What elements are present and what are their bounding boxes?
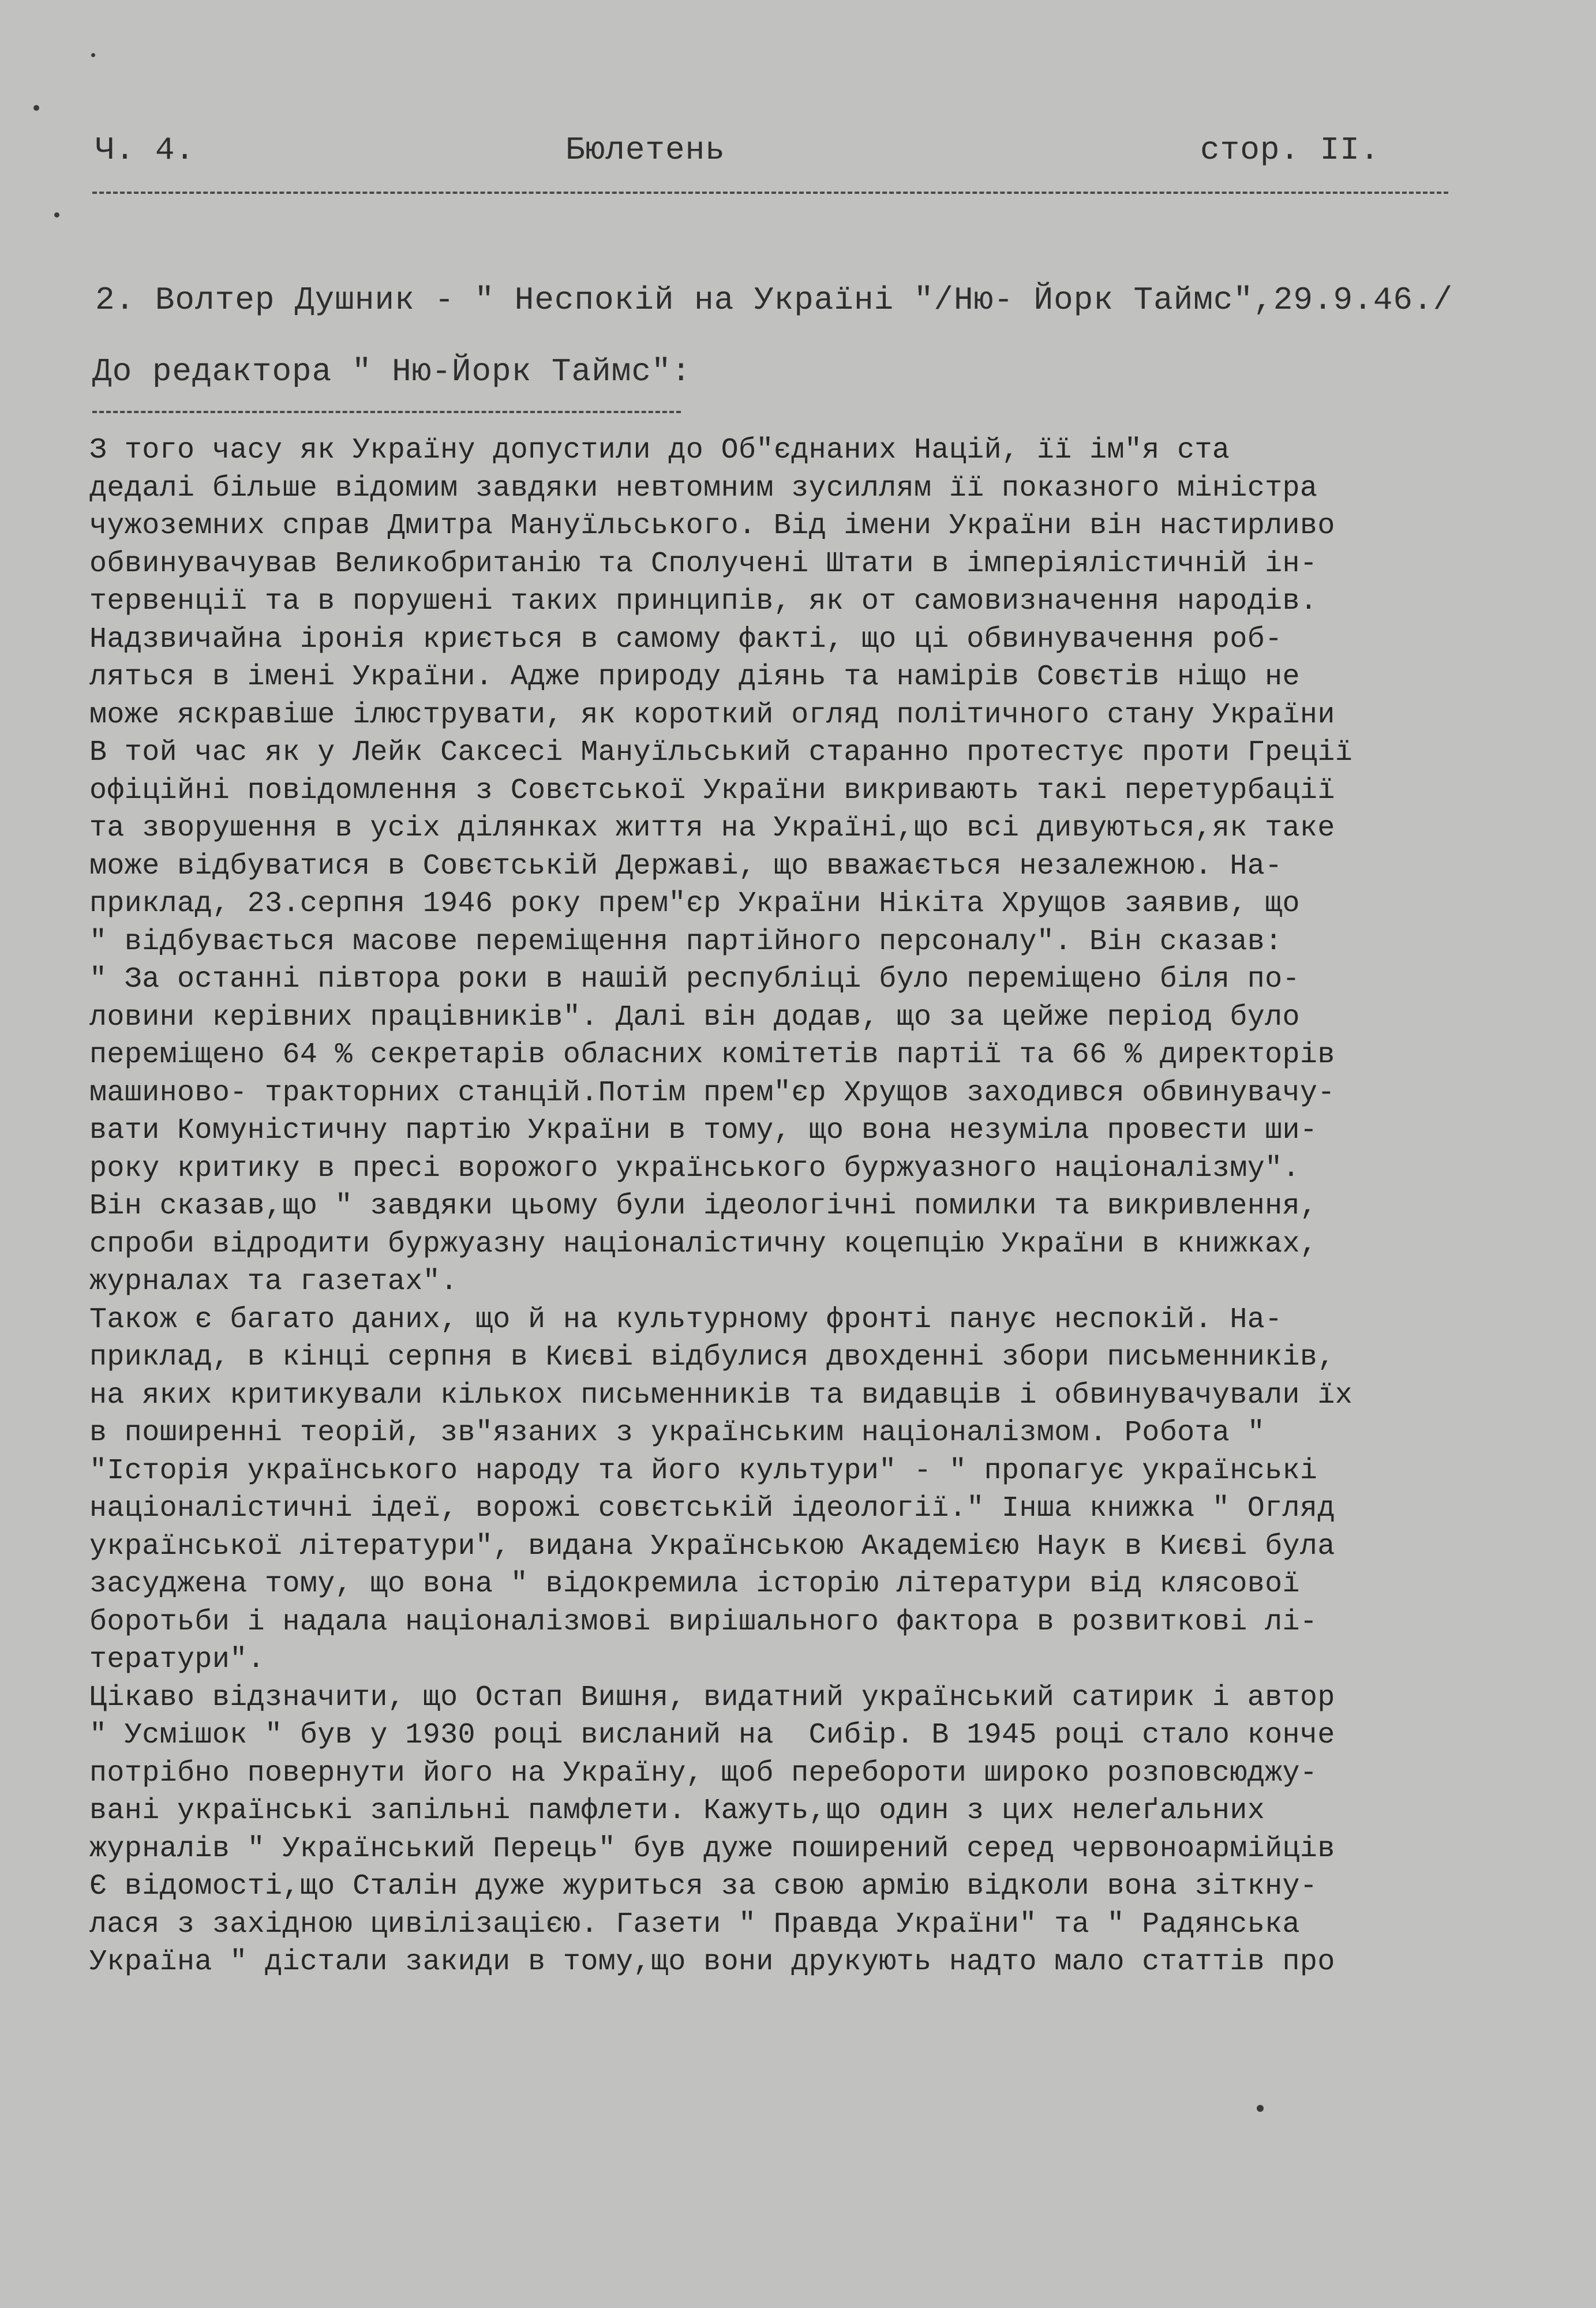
body-line: чужоземних справ Дмитра Мануїльського. Від імени України він настирливо bbox=[89, 509, 1335, 542]
paper-speck bbox=[1257, 2105, 1264, 2112]
body-line: року критику в пресі ворожого українського буржуазного націоналізму". bbox=[89, 1152, 1300, 1185]
body-line: Також є багато даних, що й на культурному фронті панує неспокій. На- bbox=[89, 1303, 1283, 1336]
body-line: може відбуватися в Совєтській Державі, що вважається незалежною. На- bbox=[89, 849, 1283, 883]
body-line: ловини керівних працівників". Далі він додав, що за цейже період було bbox=[89, 1001, 1300, 1034]
body-line: на яких критикували кількох письменників та видавців і обвинувачували їх bbox=[89, 1378, 1353, 1412]
paper-speck bbox=[91, 53, 95, 57]
body-line: ляться в імені України. Адже природу діянь та намірів Совєтів ніщо не bbox=[89, 661, 1300, 694]
body-line: та зворушення в усіх ділянках життя на Україні,що всі дивуються,як таке bbox=[89, 812, 1335, 845]
body-line: переміщено 64 % секретарів обласних комітетів партії та 66 % директорів bbox=[89, 1039, 1335, 1071]
body-line: може яскравіше ілюструвати, як короткий огляд політичного стану України bbox=[89, 698, 1335, 732]
header-divider bbox=[92, 192, 1448, 194]
body-line: дедалі більше відомим завдяки невтомним зусиллям її показного міністра bbox=[89, 471, 1318, 505]
body-line: журналів " Український Перець" був дуже поширений серед червоноармійців bbox=[89, 1832, 1335, 1865]
body-line: потрібно повернути його на Україну, щоб перебороти широко розповсюджу- bbox=[89, 1756, 1318, 1790]
body-line: тератури". bbox=[89, 1643, 265, 1676]
body-line: приклад, 23.серпня 1946 року прем"єр України Нікіта Хрущов заявив, що bbox=[89, 887, 1300, 920]
body-line: вані українські запільні памфлети. Кажуть,що один з цих нелеґальних bbox=[89, 1794, 1265, 1827]
body-line: " відбувається масове переміщення партійного персоналу". Він сказав: bbox=[89, 925, 1283, 958]
body-line: машиново- тракторних станцій.Потім прем"єр Хрущов заходився обвинувачу- bbox=[89, 1076, 1335, 1110]
paper-speck bbox=[54, 212, 59, 218]
body-line: в поширенні теорій, зв"язаних з українським націоналізмом. Робота " bbox=[89, 1417, 1265, 1449]
bulletin-title: Бюлетень bbox=[565, 132, 725, 168]
item-heading: 2. Волтер Душник - " Неспокій на Україні "/Ню- Йорк Таймс",29.9.46./ bbox=[95, 282, 1453, 319]
letter-body bbox=[89, 432, 1497, 1981]
body-line: В той час як у Лейк Саксесі Мануїльський старанно протестує проти Греції bbox=[89, 736, 1353, 769]
body-line: "Історія українського народу та його культури" - " пропагує українські bbox=[89, 1454, 1318, 1488]
body-line: української літератури", видана Українською Академією Наук в Києві була bbox=[89, 1530, 1335, 1563]
body-line: приклад, в кінці серпня в Києві відбулися двохденні збори письменників, bbox=[89, 1341, 1335, 1374]
salutation-underline bbox=[92, 411, 681, 413]
body-line: офіційні повідомлення з Совєтської України викривають такі перетурбації bbox=[89, 774, 1335, 807]
body-line: вати Комуністичну партію України в тому, що вона незуміла провести ши- bbox=[89, 1114, 1318, 1147]
body-line: Україна " дістали закиди в тому,що вони друкують надто мало статтів про bbox=[89, 1946, 1335, 1979]
paper-speck bbox=[33, 105, 39, 111]
body-line: націоналістичні ідеї, ворожі совєтській ідеології." Інша книжка " Огляд bbox=[89, 1492, 1335, 1525]
body-line: журналах та газетах". bbox=[89, 1265, 458, 1298]
body-line: Він сказав,що " завдяки цьому були ідеологічні помилки та викривлення, bbox=[89, 1190, 1318, 1223]
issue-number: Ч. 4. bbox=[95, 132, 196, 168]
page-number: стор. ІІ. bbox=[1200, 132, 1380, 168]
salutation: До редактора " Ню-Йорк Таймс": bbox=[92, 353, 692, 390]
body-line: Надзвичайна іронія криється в самому факті, що ці обвинувачення роб- bbox=[89, 623, 1283, 656]
body-line: тервенції та в порушені таких принципів, як от самовизначення народів. bbox=[89, 585, 1318, 618]
body-line: Цікаво відзначити, що Остап Вишня, видатний український сатирик і автор bbox=[89, 1681, 1335, 1714]
body-line: боротьби і надала націоналізмові вирішального фактора в розвиткові лі- bbox=[89, 1605, 1318, 1639]
body-line: Є відомості,що Сталін дуже журиться за свою армію відколи вона зіткну- bbox=[89, 1870, 1318, 1903]
body-line: обвинувачував Великобританію та Сполучені Штати в імперіялістичній ін- bbox=[89, 547, 1318, 580]
body-line: засуджена тому, що вона " відокремила історію літератури від клясової bbox=[89, 1568, 1300, 1601]
body-line: спроби відродити буржуазну націоналістичну коцепцію України в книжках, bbox=[89, 1227, 1318, 1261]
body-line: " Усмішок " був у 1930 році висланий на Сибір. В 1945 році стало конче bbox=[89, 1719, 1335, 1752]
body-line: лася з західною цивілізацією. Газети " Правда України" та " Радянська bbox=[89, 1908, 1300, 1941]
body-line: З того часу як Україну допустили до Об"єднаних Націй, її ім"я ста bbox=[89, 434, 1230, 467]
body-line: " За останні півтора роки в нашій республіці було переміщено біля по- bbox=[89, 963, 1300, 996]
